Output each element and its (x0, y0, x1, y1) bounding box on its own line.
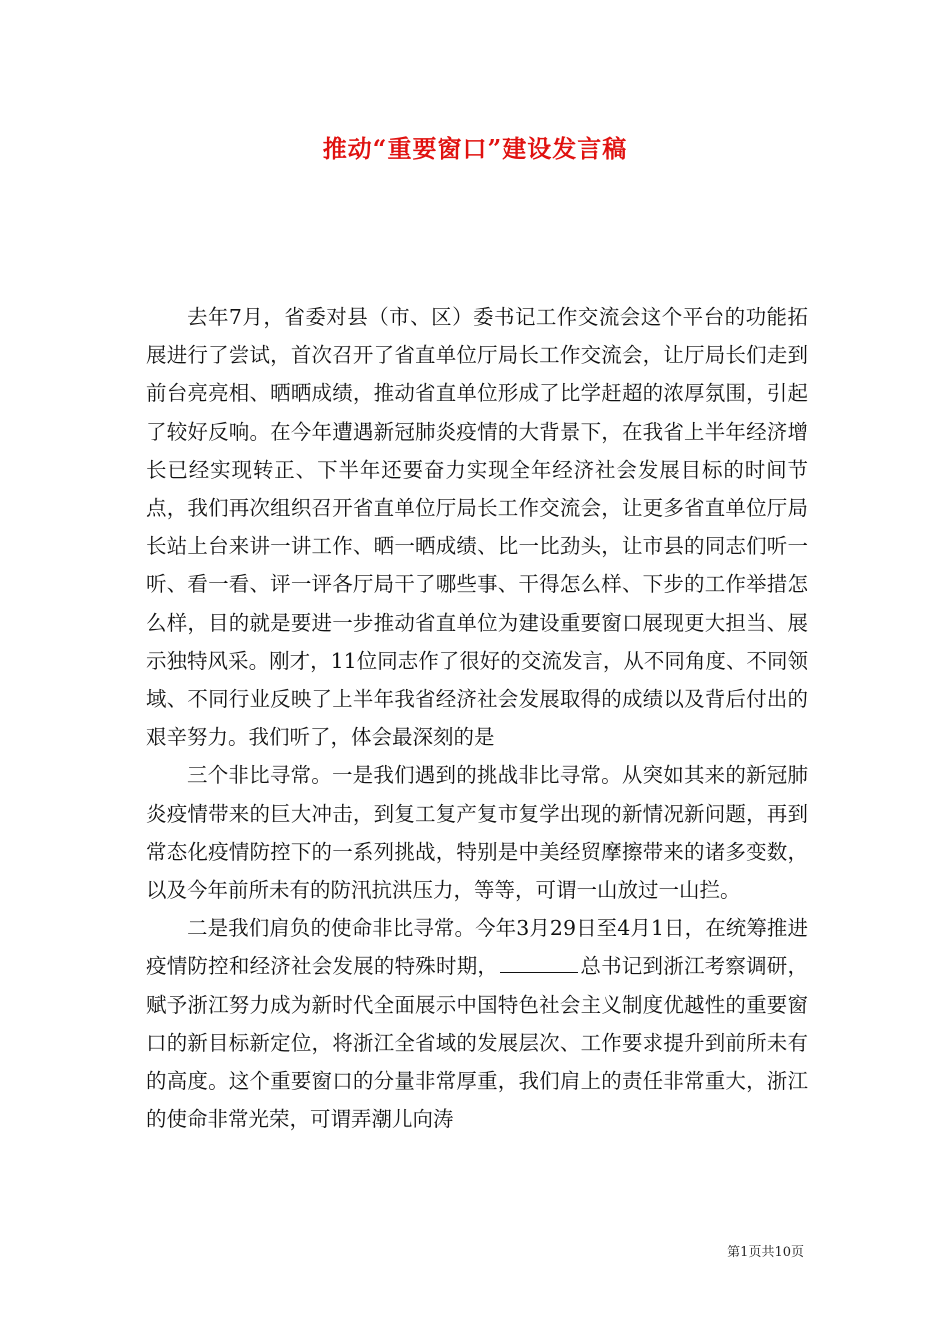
redacted-blank-line (500, 954, 578, 973)
paragraph-2: 三个非比寻常。一是我们遇到的挑战非比寻常。从突如其来的新冠肺炎疫情带来的巨大冲击，到复工复产复市复学出现的新情况新问题，再到常态化疫情防控下的一系列挑战，特别是中美经贸摩擦带来的诸多变数，以及今年前所未有的防汛抗洪压力，等等，可谓一山放过一山拦。 (146, 763, 808, 903)
page-number: 第1页共10页 (727, 1245, 804, 1260)
paragraph-3 (146, 909, 808, 1138)
paragraph-3-end: 总书记到浙江考察调研，赋予浙江努力成为新时代全面展示中国特色社会主义制度优越性的重要窗口的新目标新定位，将浙江全省域的发展层次、工作要求提升到前所未有的高度。这个重要窗口的分量非常厚重，我们肩上的责任非常重大，浙江的使命非常光荣，可谓弄潮儿向涛 (146, 954, 809, 1132)
document-body (146, 298, 808, 1138)
paragraph-3-start: 二是我们肩负的使命非比寻常。今年3月29日至4月1日，在统筹推进疫情防控和经济社会发展的特殊时期， (146, 916, 808, 979)
paragraph-1: 去年7月，省委对县（市、区）委书记工作交流会这个平台的功能拓展进行了尝试，首次召开了省直单位厅局长工作交流会，让厅局长们走到前台亮亮相、晒晒成绩，推动省直单位形成了比学赶超的浓厚氛围，引起了较好反响。在今年遭遇新冠肺炎疫情的大背景下，在我省上半年经济增长已经实现转正、下半年还要奋力实现全年经济社会发展目标的时间节点，我们再次组织召开省直单位厅局长工作交流会，让更多省直单位厅局长站上台来讲一讲工作、晒一晒成绩、比一比劲头，让市县的同志们听一听、看一看、评一评各厅局干了哪些事、干得怎么样、下步的工作举措怎么样，目的就是要进一步推动省直单位为建设重要窗口展现更大担当、展示独特风采。刚才，11位同志作了很好的交流发言，从不同角度、不同领域、不同行业反映了上半年我省经济社会发展取得的成绩以及背后付出的艰辛努力。我们听了，体会最深刻的是 (146, 305, 808, 750)
document-title: 推动“重要窗口”建设发言稿 (322, 134, 628, 163)
